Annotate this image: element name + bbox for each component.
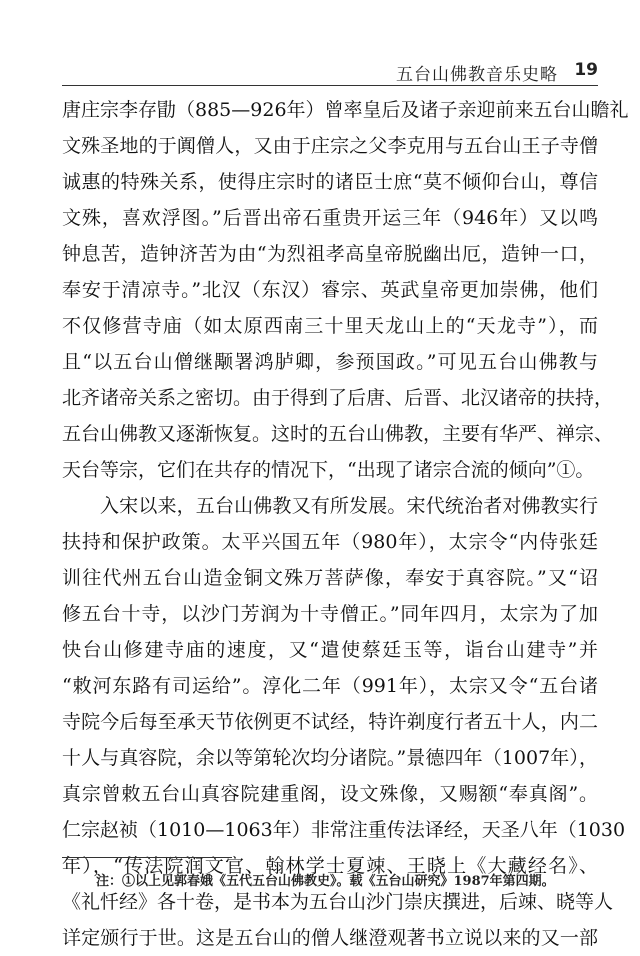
running-title: 五台山佛教音乐史略 [396, 65, 558, 85]
text-line: 训往代州五台山造金铜文殊万菩萨像，奉安于真容院。”又“诏 [62, 567, 598, 589]
text-line: 修五台十寺，以沙门芳润为十寺僧正。”同年四月，太宗为了加 [62, 603, 598, 625]
text-line: 扶持和保护政策。太平兴国五年（980年），太宗令“内侍张廷 [62, 531, 598, 553]
text-line: 入宋以来，五台山佛教又有所发展。宋代统治者对佛教实行 [100, 495, 598, 517]
text-line: 仁宗赵祯（1010—1063年）非常注重传法译经，天圣八年（1030 [62, 819, 626, 841]
text-line: 天台等宗，它们在共存的情况下，“出现了诸宗合流的倾向”①。 [62, 459, 595, 481]
footnote-rule [62, 857, 232, 858]
text-line: 五台山佛教又逐渐恢复。这时的五台山佛教，主要有华严、禅宗、 [62, 423, 614, 445]
text-line: 《礼忏经》各十卷，是书本为五台山沙门崇庆撰进，后竦、晓等人 [62, 891, 614, 913]
text-line: 真宗曾敕五台山真容院建重阁，设文殊像，又赐额“奉真阁”。 [62, 783, 598, 805]
text-line: 不仅修营寺庙（如太原西南三十里天龙山上的“天龙寺”），而 [62, 315, 598, 337]
text-line: 且“以五台山僧继颙署鸿胪卿，参预国政。”可见五台山佛教与 [62, 351, 598, 373]
text-line: 文殊圣地的于阗僧人，又由于庄宗之父李克用与五台山王子寺僧 [62, 135, 598, 157]
text-line: 年），“传法院润文官、翰林学士夏竦、王晓上《大藏经名》、 [62, 855, 598, 877]
body-text [62, 92, 629, 956]
text-line: 钟息苦，造钟济苦为由“为烈祖孝高皇帝脱幽出厄，造钟一口， [62, 243, 598, 265]
text-line: “敕河东路有司运给”。淳化二年（991年），太宗又令“五台诸 [62, 675, 598, 697]
text-line: 详定颁行于世。这是五台山的僧人继澄观著书立说以来的又一部 [62, 927, 598, 949]
text-line: 十人与真容院，余以等第轮次均分诸院。”景德四年（1007年）， [62, 747, 598, 769]
text-line: 奉安于清凉寺。”北汉（东汉）睿宗、英武皇帝更加崇佛，他们 [62, 279, 598, 301]
text-line: 北齐诸帝关系之密切。由于得到了后唐、后晋、北汉诸帝的扶持， [62, 387, 614, 409]
text-line: 诚惠的特殊关系，使得庄宗时的诸臣士庶“莫不倾仰台山，尊信 [62, 171, 598, 193]
text-line: 文殊，喜欢浮图。”后晋出帝石重贵开运三年（946年）又以鸣 [62, 207, 598, 229]
text-line: 唐庄宗李存勖（885—926年）曾率皇后及诸子亲迎前来五台山瞻礼 [62, 99, 629, 121]
header-rule [62, 85, 598, 86]
text-line: 快台山修建寺庙的速度，又“遣使蔡廷玉等，诣台山建寺”并 [62, 639, 598, 661]
paragraph-1 [62, 92, 629, 488]
text-line: 寺院今后每至承天节依例更不试经，特许剃度行者五十人，内二 [62, 711, 598, 733]
page-header [62, 58, 598, 86]
page-number: 19 [574, 60, 598, 80]
footnote: 注：①以上见郭春娥《五代五台山佛教史》。载《五台山研究》1987年第四期。 [96, 874, 555, 889]
